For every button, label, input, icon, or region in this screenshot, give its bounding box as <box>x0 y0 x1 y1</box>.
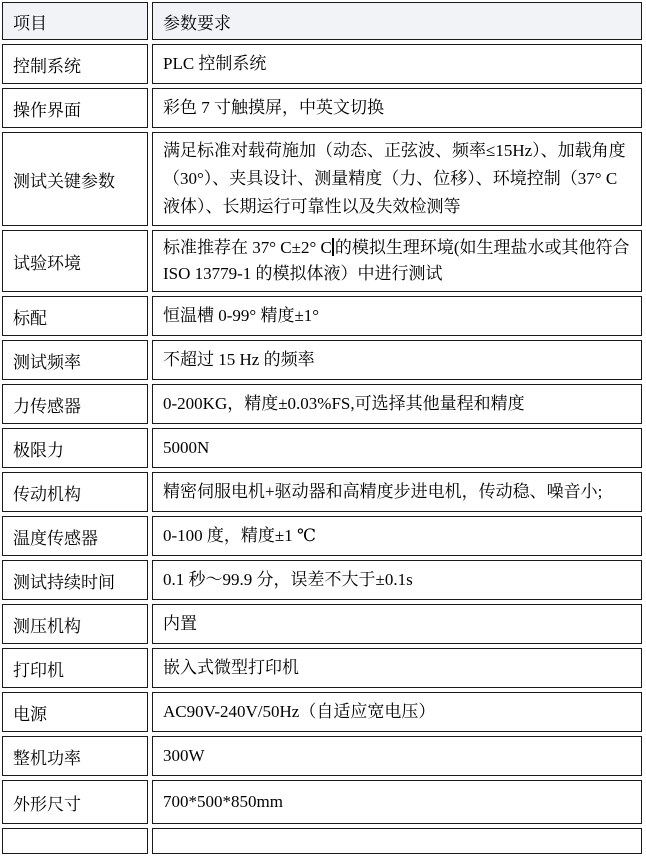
value-cell[interactable]: AC90V-240V/50Hz（自适应宽电压） <box>152 692 642 732</box>
value-cell[interactable]: 0-200KG，精度±0.03%FS,可选择其他量程和精度 <box>152 384 642 424</box>
item-cell-partial[interactable] <box>2 828 148 854</box>
table-row <box>2 692 642 732</box>
table-body <box>2 44 642 824</box>
value-cell[interactable]: 精密伺服电机+驱动器和高精度步进电机，传动稳、噪音小; <box>152 472 642 512</box>
value-cell[interactable]: 标准推荐在 37° C±2° C 的模拟生理环境(如生理盐水或其他符合 ISO 13779-1 的模拟体液）中进行测试 <box>152 230 642 292</box>
table-row <box>2 560 642 600</box>
item-cell[interactable]: 测试关键参数 <box>2 132 148 226</box>
column-header-item[interactable]: 项目 <box>2 2 148 40</box>
item-cell[interactable]: 极限力 <box>2 428 148 468</box>
table-body-overflow <box>2 828 642 854</box>
table-row <box>2 340 642 380</box>
item-cell[interactable]: 标配 <box>2 296 148 336</box>
item-cell[interactable]: 测试频率 <box>2 340 148 380</box>
item-cell[interactable]: 测压机构 <box>2 604 148 644</box>
table-row <box>2 230 642 292</box>
table-row <box>2 44 642 84</box>
item-cell[interactable]: 力传感器 <box>2 384 148 424</box>
item-cell[interactable]: 试验环境 <box>2 230 148 292</box>
value-cell[interactable]: 不超过 15 Hz 的频率 <box>152 340 642 380</box>
item-cell[interactable]: 整机功率 <box>2 736 148 776</box>
item-cell[interactable]: 传动机构 <box>2 472 148 512</box>
item-cell[interactable]: 电源 <box>2 692 148 732</box>
table-row <box>2 648 642 688</box>
table-row-partial <box>2 828 642 854</box>
value-cell[interactable]: 内置 <box>152 604 642 644</box>
table-row <box>2 132 642 226</box>
item-cell[interactable]: 测试持续时间 <box>2 560 148 600</box>
column-header-value[interactable]: 参数要求 <box>152 2 642 40</box>
text-caret <box>332 238 334 256</box>
table-row <box>2 428 642 468</box>
table-row <box>2 516 642 556</box>
item-cell[interactable]: 控制系统 <box>2 44 148 84</box>
table-row <box>2 384 642 424</box>
value-cell[interactable]: 300W <box>152 736 642 776</box>
table-row <box>2 780 642 824</box>
value-cell[interactable]: 0.1 秒～99.9 分，误差不大于±0.1s <box>152 560 642 600</box>
value-cell-partial[interactable] <box>152 828 642 854</box>
value-cell[interactable]: PLC 控制系统 <box>152 44 642 84</box>
table-row <box>2 88 642 128</box>
value-cell[interactable]: 彩色 7 寸触摸屏，中英文切换 <box>152 88 642 128</box>
table-row <box>2 296 642 336</box>
value-cell[interactable]: 5000N <box>152 428 642 468</box>
table-header <box>2 2 642 40</box>
item-cell[interactable]: 打印机 <box>2 648 148 688</box>
table-row <box>2 736 642 776</box>
item-cell[interactable]: 操作界面 <box>2 88 148 128</box>
value-cell[interactable]: 嵌入式微型打印机 <box>152 648 642 688</box>
value-cell[interactable]: 满足标准对载荷施加（动态、正弦波、频率≤15Hz）、加载角度（30°）、夹具设计、测量精度（力、位移）、环境控制（37° C 液体）、长期运行可靠性以及失效检测等 <box>152 132 642 226</box>
header-row <box>2 2 642 40</box>
item-cell[interactable]: 温度传感器 <box>2 516 148 556</box>
table-row <box>2 472 642 512</box>
item-cell[interactable]: 外形尺寸 <box>2 780 148 824</box>
value-cell[interactable]: 恒温槽 0-99° 精度±1° <box>152 296 642 336</box>
table-row <box>2 604 642 644</box>
value-cell[interactable]: 700*500*850mm <box>152 780 642 824</box>
value-cell[interactable]: 0-100 度，精度±1 ℃ <box>152 516 642 556</box>
